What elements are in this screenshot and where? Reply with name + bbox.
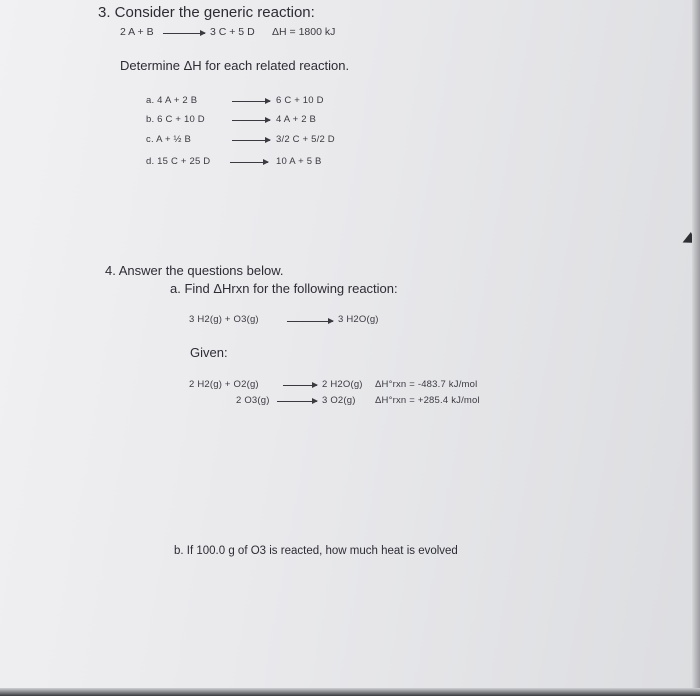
q3-reaction-arrow [163, 33, 205, 34]
q4-part-b: b. If 100.0 g of O3 is reacted, how much heat is evolved [174, 545, 458, 557]
q4-given-2-left: 2 O3(g) [236, 395, 270, 406]
q3-instruction: Determine ΔH for each related reaction. [120, 58, 350, 73]
q3-item-a-right: 6 C + 10 D [276, 95, 324, 106]
q3-reaction-dh: ΔH = 1800 kJ [272, 26, 336, 38]
q4-part-a: a. Find ΔHrxn for the following reaction: [170, 281, 398, 296]
q4-given-2-right: 3 O2(g) [322, 395, 356, 406]
q3-reaction-left: 2 A + B [120, 26, 154, 38]
page-edge-right [692, 0, 700, 696]
q4-given-1-dh: ΔH°rxn = -483.7 kJ/mol [375, 379, 478, 390]
q4-given-2-arrow [277, 401, 317, 402]
q3-title: 3. Consider the generic reaction: [98, 4, 315, 21]
q3-item-b-left: b. 6 C + 10 D [146, 114, 205, 125]
q4-given-1-right: 2 H2O(g) [322, 379, 363, 390]
q4-title: 4. Answer the questions below. [105, 263, 284, 278]
q3-item-c-arrow [232, 140, 270, 141]
q4-reaction-arrow [287, 321, 333, 322]
q4-given-label: Given: [190, 345, 228, 360]
q4-given-1-left: 2 H2(g) + O2(g) [189, 379, 259, 390]
q3-reaction-right: 3 C + 5 D [210, 26, 255, 38]
q3-item-d-arrow [230, 162, 268, 163]
q3-item-b-arrow [232, 120, 270, 121]
q3-item-d-right: 10 A + 5 B [276, 156, 322, 167]
q3-item-c-left: c. A + ½ B [146, 134, 192, 145]
q4-given-1-arrow [283, 385, 317, 386]
q3-item-a-arrow [232, 101, 270, 102]
q3-item-d-left: d. 15 C + 25 D [146, 156, 211, 167]
page-edge-bottom [0, 688, 700, 696]
q4-given-2-dh: ΔH°rxn = +285.4 kJ/mol [375, 395, 480, 406]
q3-item-c-right: 3/2 C + 5/2 D [276, 134, 335, 145]
q4-reaction-left: 3 H2(g) + O3(g) [189, 314, 259, 325]
q4-reaction-right: 3 H2O(g) [338, 314, 379, 325]
q3-item-a-left: a. 4 A + 2 B [146, 95, 198, 106]
q3-item-b-right: 4 A + 2 B [276, 114, 317, 125]
